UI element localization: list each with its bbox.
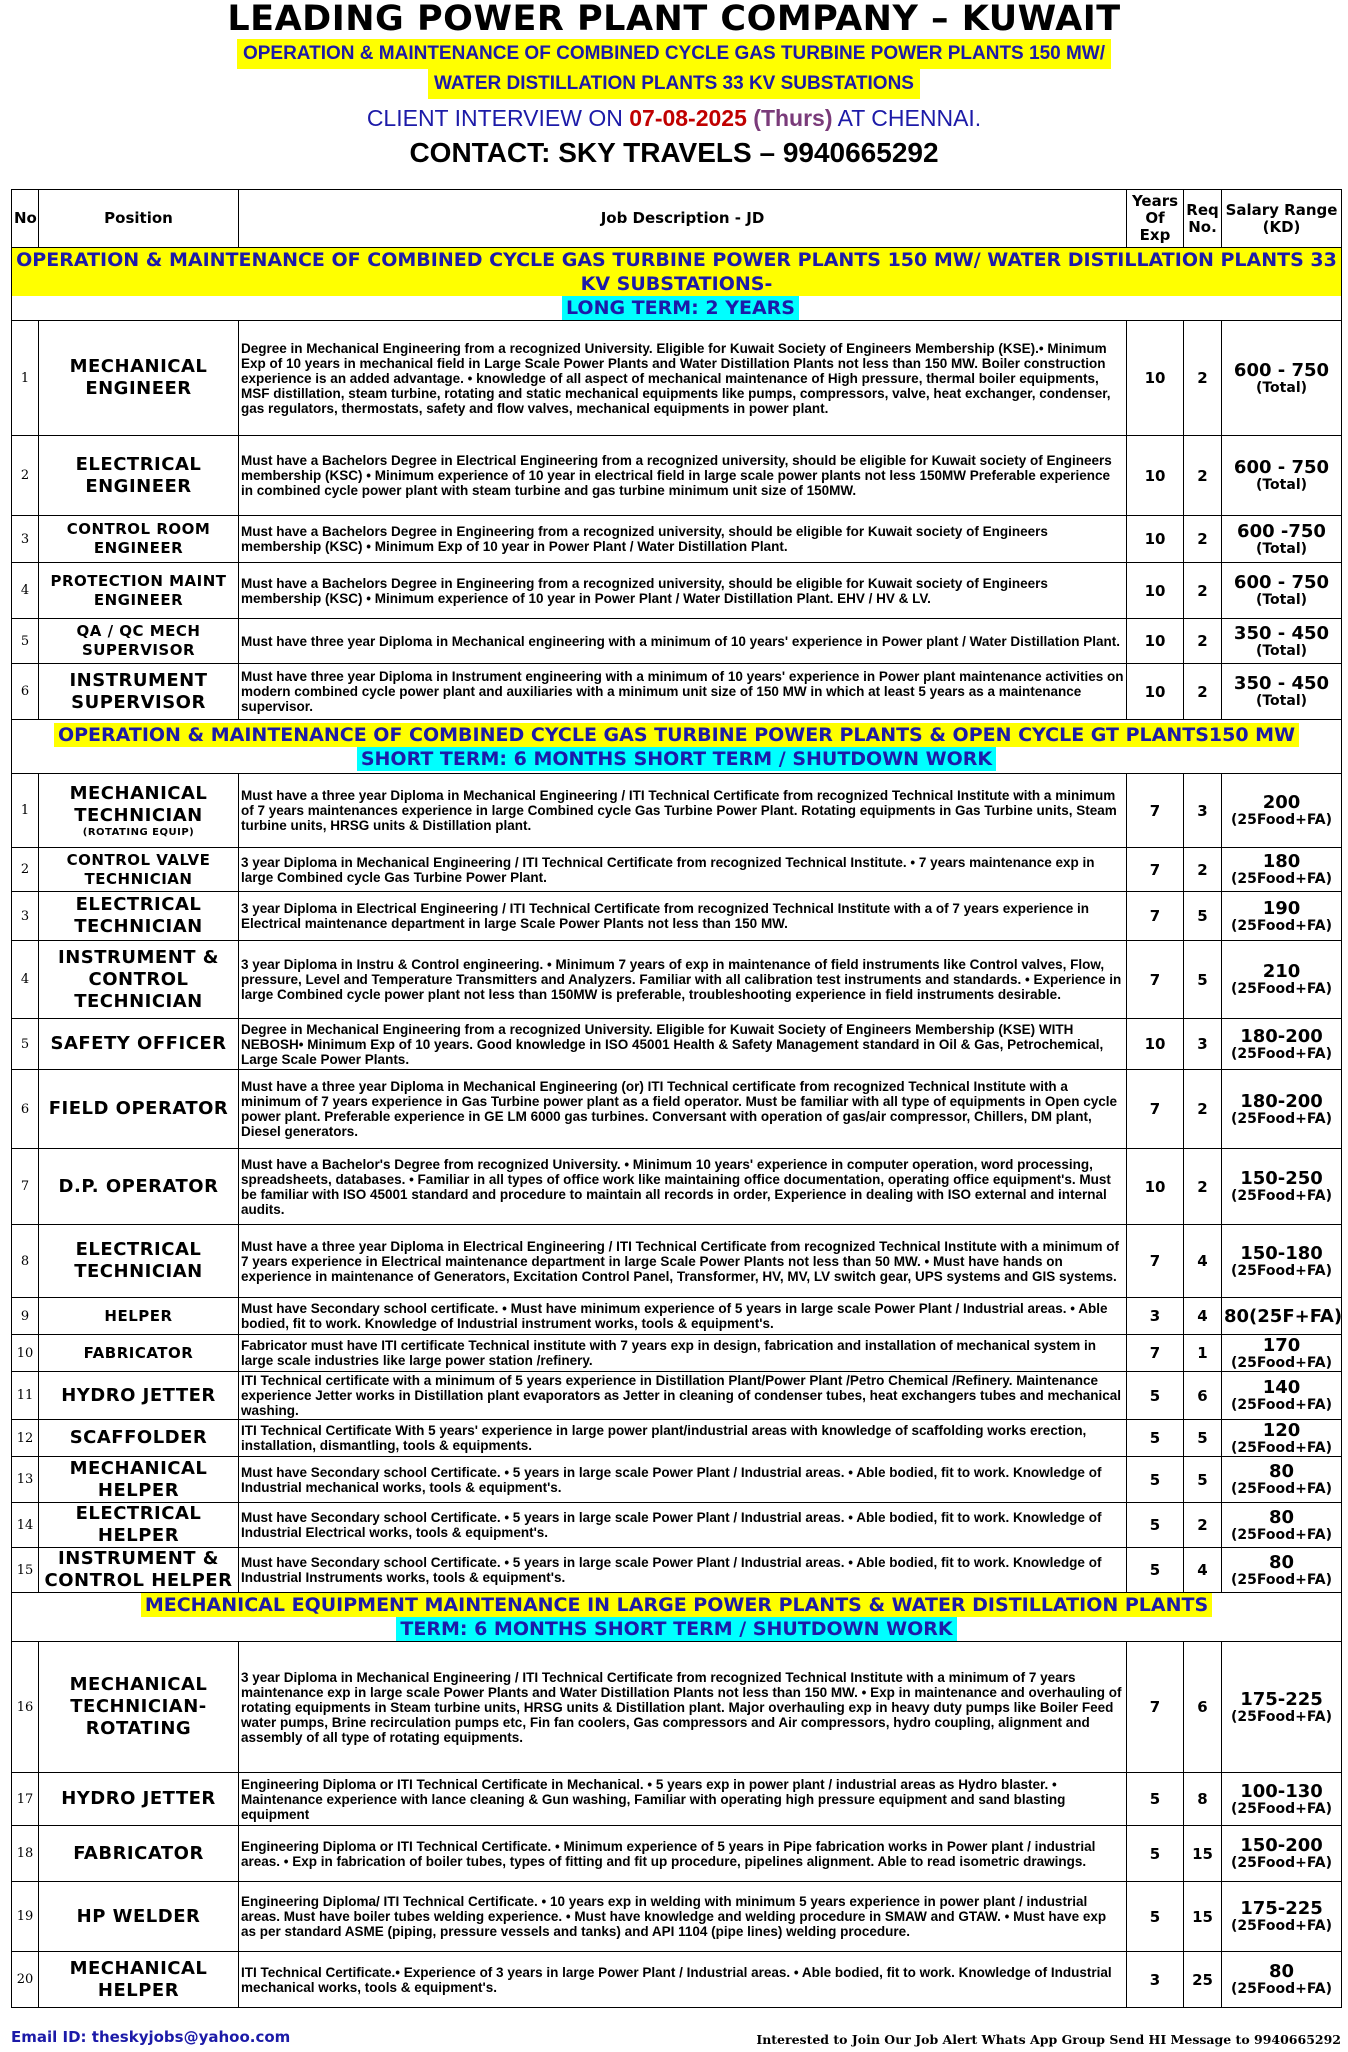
- table-header-row: [12, 190, 1342, 248]
- salary-note: (25Food+FA): [1230, 1855, 1333, 1871]
- years-of-exp: 10: [1127, 516, 1184, 563]
- position-title: MECHANICAL TECHNICIAN: [69, 783, 208, 826]
- position-cell: [39, 1335, 239, 1372]
- salary-note: (25Food+FA): [1230, 1800, 1333, 1817]
- table-row: [12, 1826, 1342, 1882]
- header-no: No: [12, 190, 39, 248]
- position-title: MECHANICAL ENGINEER: [69, 356, 208, 399]
- row-number: 10: [12, 1335, 39, 1372]
- salary-range: 80(25F+FA): [1224, 1305, 1343, 1327]
- job-description: ITI Technical Certificate.• Experience of 3 years in large Power Plant / Industrial areas. • Able bodied, fit to work. Knowledge of Industrial mechanical works, tools & equipment's.: [239, 1952, 1127, 2008]
- salary-cell: [1222, 1298, 1342, 1335]
- required-number: 6: [1184, 1372, 1222, 1420]
- table-row: [12, 516, 1342, 563]
- position-cell: [39, 848, 239, 892]
- years-of-exp: 10: [1127, 1019, 1184, 1070]
- salary-note: (25Food+FA): [1230, 1918, 1333, 1934]
- table-row: [12, 1225, 1342, 1298]
- years-of-exp: 5: [1127, 1773, 1184, 1826]
- salary-range: 100-130: [1240, 1780, 1323, 1802]
- interview-date: 07-08-2025: [629, 105, 747, 131]
- position-title: ELECTRICAL TECHNICIAN: [74, 894, 203, 937]
- table-row: [12, 1882, 1342, 1952]
- salary-range: 150-250: [1240, 1168, 1323, 1189]
- table-body: [12, 248, 1342, 2008]
- years-of-exp: 7: [1127, 1335, 1184, 1372]
- position-title: CONTROL VALVE TECHNICIAN: [66, 850, 211, 888]
- email-line: [11, 2028, 290, 2046]
- header-jd: Job Description - JD: [239, 190, 1127, 248]
- position-cell: [39, 1642, 239, 1773]
- years-of-exp: 3: [1127, 1952, 1184, 2008]
- years-of-exp: 10: [1127, 1149, 1184, 1225]
- footer: [11, 2028, 1341, 2050]
- required-number: 5: [1184, 1457, 1222, 1503]
- salary-range: 180: [1262, 851, 1301, 872]
- years-of-exp: 5: [1127, 1548, 1184, 1593]
- salary-note: (Total): [1255, 693, 1308, 709]
- years-of-exp: 3: [1127, 1298, 1184, 1335]
- years-of-exp: 10: [1127, 664, 1184, 720]
- table-row: [12, 1335, 1342, 1372]
- salary-range: 120: [1262, 1419, 1301, 1441]
- required-number: 25: [1184, 1952, 1222, 2008]
- job-description: Must have a three year Diploma in Mechanical Engineering / ITI Technical Certificate from recognized Technical Institute with a minimum of 7 years maintenances experience in large Combined cycle Gas Turbine Power Plant. Rotating equipments in Gas Turbine units, Steam turbine units, HRSG units & Distillation plant.: [239, 774, 1127, 848]
- salary-note: (25Food+FA): [1230, 1354, 1333, 1371]
- salary-cell: [1222, 1882, 1342, 1952]
- section-title: MECHANICAL EQUIPMENT MAINTENANCE IN LARGE POWER PLANTS & WATER DISTILLATION PLANTS: [141, 1593, 1212, 1617]
- table-row: [12, 1457, 1342, 1503]
- position-cell: [39, 1225, 239, 1298]
- salary-range: 140: [1262, 1377, 1301, 1398]
- row-number: 8: [12, 1225, 39, 1298]
- position-title: HYDRO JETTER: [61, 1788, 216, 1809]
- table-row: [12, 1372, 1342, 1420]
- salary-cell: [1222, 1225, 1342, 1298]
- salary-range: 350 - 450: [1233, 622, 1330, 644]
- job-description: Engineering Diploma or ITI Technical Certificate. • Minimum experience of 5 years in Pipe fabrication works in Power plant / industrial areas. • Exp in fabrication of boiler tubes, types of fitting and fit up procedure, pipelines alignment. Able to read isometric drawings.: [239, 1826, 1127, 1882]
- salary-note: (25Food+FA): [1230, 1526, 1333, 1543]
- interview-info: [0, 101, 1348, 135]
- job-description: Must have three year Diploma in Mechanical engineering with a minimum of 10 years' experience in Power plant / Water Distillation Plant.: [239, 619, 1127, 664]
- salary-note: (25Food+FA): [1230, 1439, 1333, 1456]
- position-title: FABRICATOR: [73, 1842, 204, 1864]
- section-cell: [12, 720, 1342, 774]
- salary-cell: [1222, 892, 1342, 941]
- salary-note: (25Food+FA): [1230, 1045, 1333, 1062]
- job-description: Must have a Bachelors Degree in Engineering from a recognized university, should be eligible for Kuwait society of Engineers membership (KSC) • Minimum Exp of 10 year in Power Plant / Water Distillation Plant.: [239, 516, 1127, 563]
- row-number: 19: [12, 1882, 39, 1952]
- salary-cell: [1222, 436, 1342, 516]
- required-number: 2: [1184, 1503, 1222, 1548]
- salary-note: (25Food+FA): [1230, 1110, 1333, 1127]
- position-cell: [39, 1070, 239, 1149]
- section-title: OPERATION & MAINTENANCE OF COMBINED CYCLE GAS TURBINE POWER PLANTS & OPEN CYCLE GT PLANTS150 MW: [54, 723, 1299, 747]
- salary-cell: [1222, 1952, 1342, 2008]
- salary-note: (Total): [1255, 379, 1308, 396]
- required-number: 5: [1184, 941, 1222, 1019]
- years-of-exp: 5: [1127, 1372, 1184, 1420]
- row-number: 1: [12, 774, 39, 848]
- salary-range: 80: [1268, 1506, 1295, 1528]
- salary-cell: [1222, 1773, 1342, 1826]
- salary-note: (25Food+FA): [1230, 1262, 1333, 1279]
- table-row: [12, 1298, 1342, 1335]
- table-row: [12, 1503, 1342, 1548]
- interview-suffix: AT CHENNAI.: [837, 105, 982, 131]
- job-description: ITI Technical certificate with a minimum of 5 years experience in Distillation Plant/Power Plant /Petro Chemical /Refinery. Maintenance experience Jetter works in Distillation plant evaporators as Jetter in cleaning of condenser tubes, heat exchangers tubes and mechanical washing.: [239, 1372, 1127, 1420]
- subtitle-line-2: WATER DISTILLATION PLANTS 33 KV SUBSTATIONS: [428, 69, 920, 99]
- salary-cell: [1222, 1019, 1342, 1070]
- required-number: 8: [1184, 1773, 1222, 1826]
- position-title: SCAFFOLDER: [69, 1427, 208, 1448]
- job-description: Must have a three year Diploma in Mechanical Engineering (or) ITI Technical certificate from recognized Technical Institute with a minimum of 7 years experience in Gas Turbine power plant as a field operator. Must be familiar with all type of equipments in Open cycle power plant. Preferable experience in GE LM 6000 gas turbines. Conversant with operation of gas/air compressor, Chillers, DM plant, Diesel generators.: [239, 1070, 1127, 1149]
- salary-range: 150-200: [1240, 1835, 1323, 1856]
- required-number: 4: [1184, 1298, 1222, 1335]
- row-number: 4: [12, 563, 39, 619]
- position-title: D.P. OPERATOR: [58, 1175, 219, 1197]
- required-number: 2: [1184, 436, 1222, 516]
- section-title: OPERATION & MAINTENANCE OF COMBINED CYCLE GAS TURBINE POWER PLANTS 150 MW/ WATER DISTILLATION PLANTS 33 KV SUBSTATIONS-: [12, 248, 1341, 296]
- position-title: CONTROL ROOM ENGINEER: [66, 520, 211, 557]
- position-title: HYDRO JETTER: [61, 1384, 216, 1406]
- required-number: 2: [1184, 516, 1222, 563]
- job-description: 3 year Diploma in Instru & Control engineering. • Minimum 7 years of exp in maintenance of field instruments like Control valves, Flow, pressure, Level and Temperature Transmitters and Analyzers. Familiar with all calibration test instruments and standards. • Experience in large Combined cycle power plant not less than 150MW is preferable, troubleshooting experience in field instruments desirable.: [239, 941, 1127, 1019]
- required-number: 1: [1184, 1335, 1222, 1372]
- salary-note: (25Food+FA): [1230, 1708, 1333, 1725]
- job-description: Fabricator must have ITI certificate Technical institute with 7 years exp in design, fabrication and installation of mechanical system in large scale industries like large power station /refinery.: [239, 1335, 1127, 1372]
- salary-note: (25Food+FA): [1230, 812, 1333, 828]
- row-number: 12: [12, 1420, 39, 1457]
- salary-cell: [1222, 664, 1342, 720]
- position-cell: [39, 436, 239, 516]
- position-cell: [39, 1019, 239, 1070]
- job-description: Must have Secondary school Certificate. • 5 years in large scale Power Plant / Industrial areas. • Able bodied, fit to work. Knowledge of Industrial mechanical works, tools & equipment's.: [239, 1457, 1127, 1503]
- jobs-table: [11, 189, 1342, 2008]
- salary-cell: [1222, 516, 1342, 563]
- section-header-2: [12, 720, 1342, 774]
- years-of-exp: 5: [1127, 1826, 1184, 1882]
- header-years: Years Of Exp: [1127, 190, 1184, 248]
- salary-note: (25Food+FA): [1230, 1981, 1333, 1997]
- contact-info: CONTACT: SKY TRAVELS – 9940665292: [409, 137, 939, 168]
- whatsapp-alert: Interested to Join Our Job Alert Whats App Group Send HI Message to 9940665292: [756, 2032, 1341, 2047]
- position-title: ELECTRICAL ENGINEER: [75, 453, 202, 497]
- section-term: SHORT TERM: 6 MONTHS SHORT TERM / SHUTDOWN WORK: [357, 747, 996, 771]
- row-number: 6: [12, 1070, 39, 1149]
- row-number: 2: [12, 436, 39, 516]
- job-description: Degree in Mechanical Engineering from a recognized University. Eligible for Kuwait Society of Engineers Membership (KSE).• Minimum Exp of 10 years in mechanical field in Large Scale Power Plants and Water Distillation Plants not less than 150 MW. Boiler construction experience is an added advantage. • knowledge of all aspect of mechanical maintenance of High pressure, thermal boiler equipments, MSF distillation, steam turbine, rotating and static mechanical equipments like pumps, compressors, valve, heat exchanger, condenser, gas regulators, thermostats, safety and flow valves, mechanical equipments in power plant.: [239, 321, 1127, 436]
- row-number: 6: [12, 664, 39, 720]
- table-row: [12, 941, 1342, 1019]
- salary-range: 80: [1268, 1551, 1295, 1573]
- position-title: INSTRUMENT & CONTROL HELPER: [44, 1548, 233, 1591]
- position-title: HELPER: [104, 1306, 173, 1325]
- row-number: 5: [12, 1019, 39, 1070]
- salary-cell: [1222, 1548, 1342, 1593]
- row-number: 7: [12, 1149, 39, 1225]
- row-number: 2: [12, 848, 39, 892]
- required-number: 3: [1184, 774, 1222, 848]
- email-label: Email ID:: [11, 2028, 87, 2046]
- salary-range: 210: [1262, 961, 1301, 982]
- salary-range: 190: [1262, 897, 1301, 919]
- years-of-exp: 7: [1127, 892, 1184, 941]
- required-number: 3: [1184, 1019, 1222, 1070]
- required-number: 2: [1184, 1149, 1222, 1225]
- years-of-exp: 10: [1127, 436, 1184, 516]
- table-row: [12, 436, 1342, 516]
- required-number: 15: [1184, 1882, 1222, 1952]
- table-row: [12, 664, 1342, 720]
- salary-cell: [1222, 1503, 1342, 1548]
- position-cell: [39, 1826, 239, 1882]
- row-number: 5: [12, 619, 39, 664]
- row-number: 20: [12, 1952, 39, 2008]
- job-description: Engineering Diploma or ITI Technical Certificate in Mechanical. • 5 years exp in power plant / industrial areas as Hydro blaster. • Maintenance experience with lance cleaning & Gun washing, Familiar with operating high pressure equipment and sand blasting equipment: [239, 1773, 1127, 1826]
- salary-note: (25Food+FA): [1230, 1188, 1333, 1204]
- header-position: Position: [39, 190, 239, 248]
- salary-cell: [1222, 1335, 1342, 1372]
- position-cell: [39, 1298, 239, 1335]
- position-title: ELECTRICAL TECHNICIAN: [74, 1239, 203, 1282]
- salary-cell: [1222, 563, 1342, 619]
- interview-day: (Thurs): [753, 105, 833, 131]
- salary-note: (Total): [1255, 477, 1308, 493]
- required-number: 2: [1184, 848, 1222, 892]
- salary-note: (Total): [1255, 642, 1308, 659]
- position-cell: [39, 941, 239, 1019]
- table-row: [12, 774, 1342, 848]
- position-title: FABRICATOR: [83, 1343, 194, 1362]
- position-title: FIELD OPERATOR: [48, 1098, 229, 1119]
- job-description: 3 year Diploma in Mechanical Engineering / ITI Technical Certificate from recognized Technical Institute. • 7 years maintenance exp in large Combined cycle Gas Turbine Power Plant.: [239, 848, 1127, 892]
- position-cell: [39, 774, 239, 848]
- salary-range: 170: [1262, 1334, 1301, 1356]
- section-cell: [12, 1593, 1342, 1642]
- position-title: MECHANICAL TECHNICIAN-ROTATING: [69, 1674, 208, 1739]
- salary-note: (25Food+FA): [1230, 981, 1333, 997]
- years-of-exp: 7: [1127, 1225, 1184, 1298]
- row-number: 3: [12, 516, 39, 563]
- years-of-exp: 7: [1127, 774, 1184, 848]
- section-cell: [12, 248, 1342, 321]
- table-row: [12, 1420, 1342, 1457]
- table-row: [12, 1548, 1342, 1593]
- job-description: Degree in Mechanical Engineering from a recognized University. Eligible for Kuwait Society of Engineers Membership (KSE) WITH NEBOSH• Minimum Exp of 10 years. Good knowledge in ISO 45001 Health & Safety Management standard in Oil & Gas, Petrochemical, Large Scale Power Plants.: [239, 1019, 1127, 1070]
- position-title: INSTRUMENT & CONTROL TECHNICIAN: [58, 946, 219, 1012]
- table-row: [12, 321, 1342, 436]
- job-description: 3 year Diploma in Electrical Engineering / ITI Technical Certificate from recognized Technical Institute with a of 7 years experience in Electrical maintenance department in large Scale Power Plants not less than 150 MW.: [239, 892, 1127, 941]
- row-number: 18: [12, 1826, 39, 1882]
- years-of-exp: 7: [1127, 1642, 1184, 1773]
- position-cell: [39, 1149, 239, 1225]
- salary-range: 600 -750: [1237, 520, 1326, 542]
- years-of-exp: 5: [1127, 1503, 1184, 1548]
- position-title: MECHANICAL HELPER: [69, 1957, 208, 2001]
- position-title: INSTRUMENT SUPERVISOR: [69, 669, 208, 713]
- years-of-exp: 5: [1127, 1882, 1184, 1952]
- table-row: [12, 848, 1342, 892]
- salary-range: 200: [1262, 792, 1301, 813]
- required-number: 2: [1184, 1070, 1222, 1149]
- salary-cell: [1222, 1457, 1342, 1503]
- salary-cell: [1222, 1070, 1342, 1149]
- position-cell: [39, 516, 239, 563]
- job-description: Must have Secondary school Certificate. • 5 years in large scale Power Plant / Industrial areas. • Able bodied, fit to work. Knowledge of Industrial Instruments works, tools & equipment's.: [239, 1548, 1127, 1593]
- required-number: 6: [1184, 1642, 1222, 1773]
- years-of-exp: 10: [1127, 321, 1184, 436]
- required-number: 2: [1184, 619, 1222, 664]
- job-description: ITI Technical Certificate With 5 years' experience in large power plant/industrial areas with knowledge of scaffolding works erection, installation, dismantling, tools & equipments.: [239, 1420, 1127, 1457]
- salary-range: 80: [1268, 1461, 1295, 1482]
- required-number: 15: [1184, 1826, 1222, 1882]
- years-of-exp: 10: [1127, 619, 1184, 664]
- header-salary: Salary Range (KD): [1222, 190, 1342, 248]
- salary-cell: [1222, 848, 1342, 892]
- required-number: 2: [1184, 664, 1222, 720]
- page-title: LEADING POWER PLANT COMPANY – KUWAIT: [227, 0, 1121, 39]
- table-row: [12, 1149, 1342, 1225]
- salary-note: (25Food+FA): [1230, 1397, 1333, 1413]
- table-row: [12, 1019, 1342, 1070]
- salary-range: 600 - 750: [1233, 457, 1330, 478]
- salary-note: (Total): [1255, 592, 1308, 608]
- salary-range: 80: [1268, 1961, 1295, 1982]
- interview-prefix: CLIENT INTERVIEW ON: [366, 105, 623, 131]
- salary-range: 600 - 750: [1233, 359, 1330, 381]
- table-row: [12, 1773, 1342, 1826]
- salary-note: (25Food+FA): [1230, 1571, 1333, 1588]
- row-number: 16: [12, 1642, 39, 1773]
- salary-range: 350 - 450: [1233, 673, 1330, 694]
- salary-note: (25Food+FA): [1230, 871, 1333, 887]
- row-number: 14: [12, 1503, 39, 1548]
- position-title: QA / QC MECH SUPERVISOR: [76, 622, 201, 659]
- required-number: 5: [1184, 1420, 1222, 1457]
- required-number: 4: [1184, 1548, 1222, 1593]
- job-description: Must have a Bachelor's Degree from recognized University. • Minimum 10 years' experience in computer operation, word processing, spreadsheets, databases. • Familiar in all types of office work like maintaining office documentation, operating office equipment's. Must be familiar with ISO 45001 standard and procedure to maintain all records in order, Experience in dealing with ISO external and internal audits.: [239, 1149, 1127, 1225]
- section-header-3: [12, 1593, 1342, 1642]
- table-row: [12, 563, 1342, 619]
- salary-note: (25Food+FA): [1230, 1481, 1333, 1497]
- row-number: 15: [12, 1548, 39, 1593]
- position-title: ELECTRICAL HELPER: [75, 1503, 202, 1546]
- email-address[interactable]: theskyjobs@yahoo.com: [91, 2028, 291, 2046]
- job-description: Engineering Diploma/ ITI Technical Certificate. • 10 years exp in welding with minimum 5 years experience in power plant / industrial areas. Must have boiler tubes welding experience. • Must have knowledge and welding procedure in SMAW and GTAW. • Must have exp as per standard ASME (piping, pressure vessels and tanks) and API 1104 (pipe lines) welding procedure.: [239, 1882, 1127, 1952]
- years-of-exp: 5: [1127, 1420, 1184, 1457]
- table-row: [12, 619, 1342, 664]
- row-number: 4: [12, 941, 39, 1019]
- position-cell: [39, 1952, 239, 2008]
- position-cell: [39, 321, 239, 436]
- position-cell: [39, 1372, 239, 1420]
- years-of-exp: 7: [1127, 848, 1184, 892]
- required-number: 4: [1184, 1225, 1222, 1298]
- table-row: [12, 892, 1342, 941]
- salary-range: 600 - 750: [1233, 572, 1330, 593]
- years-of-exp: 7: [1127, 1070, 1184, 1149]
- salary-cell: [1222, 321, 1342, 436]
- position-cell: [39, 1457, 239, 1503]
- job-description: Must have Secondary school Certificate. • 5 years in large scale Power Plant / Industrial areas. • Able bodied, fit to work. Knowledge of Industrial Electrical works, tools & equipment's.: [239, 1503, 1127, 1548]
- salary-cell: [1222, 1420, 1342, 1457]
- salary-range: 180-200: [1240, 1025, 1323, 1047]
- header: [0, 0, 1348, 171]
- salary-range: 175-225: [1240, 1688, 1323, 1710]
- table-row: [12, 1070, 1342, 1149]
- salary-note: (Total): [1255, 540, 1308, 557]
- salary-cell: [1222, 1372, 1342, 1420]
- job-description: Must have three year Diploma in Instrument engineering with a minimum of 10 years' experience in Power plant maintenance activities on modern combined cycle power plant and auxiliaries with a minimum unit size of 150 MW in which at least 5 years as a maintenance supervisor.: [239, 664, 1127, 720]
- position-cell: [39, 1773, 239, 1826]
- position-cell: [39, 1548, 239, 1593]
- job-description: Must have a three year Diploma in Electrical Engineering / ITI Technical Certificate from recognized Technical Institute with a minimum of 7 years experience in Electrical maintenance department in large Scale Power Plants not less than 50 MW. • Must have hands on experience in maintenance of Generators, Excitation Control Panel, Transformer, HV, MV, LV switch gear, UPS systems and GIS systems.: [239, 1225, 1127, 1298]
- salary-cell: [1222, 1826, 1342, 1882]
- position-title: HP WELDER: [76, 1905, 201, 1927]
- row-number: 1: [12, 321, 39, 436]
- position-title: MECHANICAL HELPER: [69, 1457, 208, 1501]
- position-cell: [39, 664, 239, 720]
- salary-range: 150-180: [1240, 1242, 1323, 1264]
- salary-cell: [1222, 1149, 1342, 1225]
- required-number: 2: [1184, 563, 1222, 619]
- position-cell: [39, 892, 239, 941]
- salary-cell: [1222, 619, 1342, 664]
- required-number: 5: [1184, 892, 1222, 941]
- position-cell: [39, 1882, 239, 1952]
- table-row: [12, 1642, 1342, 1773]
- salary-range: 175-225: [1240, 1898, 1323, 1919]
- position-title: PROTECTION MAINT ENGINEER: [50, 571, 227, 609]
- row-number: 3: [12, 892, 39, 941]
- position-subtitle: (ROTATING EQUIP): [82, 827, 195, 838]
- years-of-exp: 5: [1127, 1457, 1184, 1503]
- row-number: 13: [12, 1457, 39, 1503]
- row-number: 9: [12, 1298, 39, 1335]
- subtitle-line-1: OPERATION & MAINTENANCE OF COMBINED CYCLE GAS TURBINE POWER PLANTS 150 MW/: [237, 39, 1111, 69]
- years-of-exp: 10: [1127, 563, 1184, 619]
- position-title: SAFETY OFFICER: [50, 1033, 227, 1054]
- row-number: 17: [12, 1773, 39, 1826]
- position-cell: [39, 1420, 239, 1457]
- job-description: Must have a Bachelors Degree in Electrical Engineering from a recognized university, should be eligible for Kuwait society of Engineers membership (KSC) • Minimum experience of 10 year in electrical field in large scale power plants not less 150MW Preferable experience in combined cycle power plant with steam turbine and gas turbine minimum unit size of 150MW.: [239, 436, 1127, 516]
- section-term: LONG TERM: 2 YEARS: [562, 296, 799, 320]
- section-header-1: [12, 248, 1342, 321]
- salary-note: (25Food+FA): [1230, 917, 1333, 934]
- position-cell: [39, 563, 239, 619]
- required-number: 2: [1184, 321, 1222, 436]
- salary-range: 180-200: [1240, 1090, 1323, 1112]
- job-description: Must have Secondary school certificate. • Must have minimum experience of 5 years in large scale Power Plant / Industrial areas. • Able bodied, fit to work. Knowledge of Industrial instrument works, tools & equipment's.: [239, 1298, 1127, 1335]
- position-cell: [39, 1503, 239, 1548]
- table-row: [12, 1952, 1342, 2008]
- salary-cell: [1222, 774, 1342, 848]
- header-req: Req No.: [1184, 190, 1222, 248]
- position-cell: [39, 619, 239, 664]
- salary-cell: [1222, 941, 1342, 1019]
- job-description: Must have a Bachelors Degree in Engineering from a recognized university, should be eligible for Kuwait society of Engineers membership (KSC) • Minimum experience of 10 year in Power Plant / Water Distillation Plant. EHV / HV & LV.: [239, 563, 1127, 619]
- job-description: 3 year Diploma in Mechanical Engineering / ITI Technical Certificate from recognized Technical Institute with a minimum of 7 years maintenance exp in large scale Power Plants and Water Distillation Plants not less than 150 MW. • Exp in maintenance and overhauling of rotating equipments in Steam turbine units, HRSG units & Distillation plant. Major overhauling exp in heavy duty pumps like Boiler Feed water pumps, Brine recirculation pumps etc, Fin fan coolers, Gas compressors and Air compressors, hydro coupling, alignment and assembly of all type of rotating equipments.: [239, 1642, 1127, 1773]
- row-number: 11: [12, 1372, 39, 1420]
- salary-cell: [1222, 1642, 1342, 1773]
- years-of-exp: 7: [1127, 941, 1184, 1019]
- section-term: TERM: 6 MONTHS SHORT TERM / SHUTDOWN WORK: [396, 1617, 956, 1641]
